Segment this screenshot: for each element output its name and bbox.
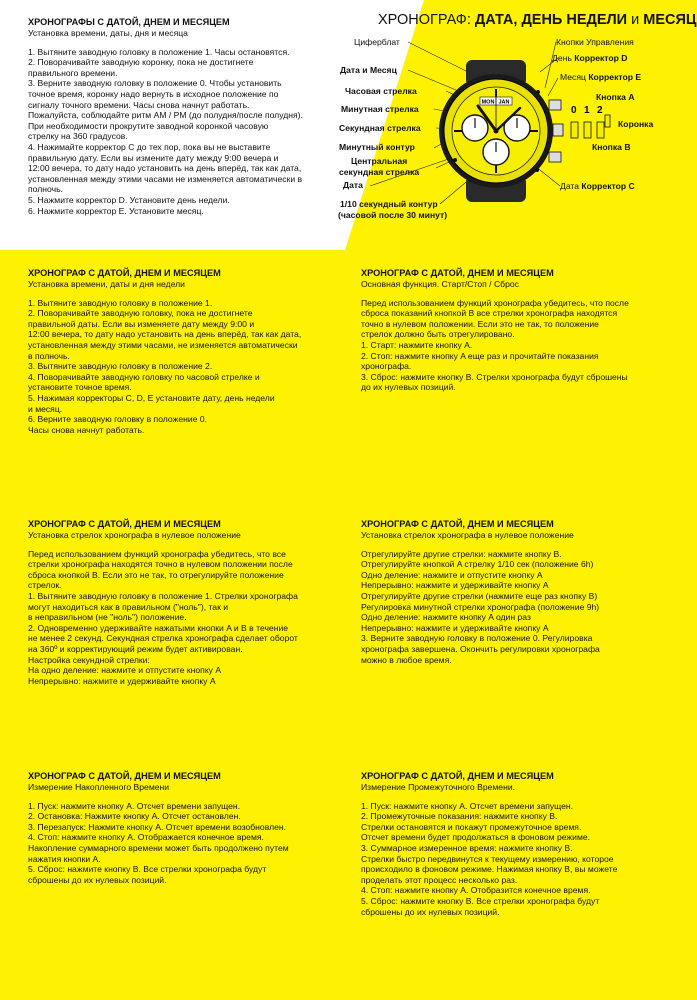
section-intermediate-time [361,771,661,917]
label-crown: Коронка [618,119,654,129]
label-corrector-c: Дата Корректор C [560,181,635,191]
crown-position-2: 2 [597,105,603,116]
section-title: ХРОНОГРАФ С ДАТОЙ, ДНЕМ И МЕСЯЦЕМ [361,268,554,278]
section-accumulated-time [28,771,348,885]
section-title: ХРОНОГРАФ С ДАТОЙ, ДНЕМ И МЕСЯЦЕМ [28,268,221,278]
section-title: ХРОНОГРАФ С ДАТОЙ, ДНЕМ И МЕСЯЦЕМ [28,771,221,781]
label-minute-counter: Минутный контур [339,142,415,152]
label-button-a: Кнопка А [596,92,635,102]
label-corrector-e: Месяц Корректор E [560,72,642,82]
diagram-title: ХРОНОГРАФ: ДАТА, ДЕНЬ НЕДЕЛИ и МЕСЯЦ [378,12,697,28]
crown-position-1: 1 [584,105,590,116]
label-button-b: Кнопка В [592,142,631,152]
dial-month-text: JAN [498,99,510,106]
section-subtitle: Установка стрелок хронографа в нулевое положение [361,530,574,540]
label-second-hand: Секундная стрелка [339,123,421,133]
section-subtitle: Измерение Накопленного Времени [28,782,170,792]
section-subtitle: Измерение Промежуточного Времени. [361,782,516,792]
label-tenth-counter: 1/10 секундный контур [340,199,438,209]
section-title: ХРОНОГРАФ С ДАТОЙ, ДНЕМ И МЕСЯЦЕМ [28,519,221,529]
section-body: 1. Пуск: нажмите кнопку A. Отсчет времени запущен. 2. Промежуточные показания: нажмите кнопку B. Стрелки остановятся и покажут промежуточное время. Отсчет времени будет продолжаться в фоновом режиме. 3. Суммарное измеренное время: нажмите кнопку B. Стрелки быстро передвинутся к текущему измерению, которое происходило в фоновом режиме. Нажимая кнопку B, вы можете проделать этот процесс несколько раз. 4. Стоп: нажмите кнопку A. Отобразится конечное время. 5. Сброс: нажмите кнопку B. Все стрелки хронографа будут сброшены до их нулевых позиций. [361,800,618,917]
section-subtitle: Установка времени, даты, дня и месяца [28,28,188,38]
section-subtitle: Основная функция. Старт/Стоп / Сброс [361,279,519,289]
section-title: ХРОНОГРАФ С ДАТОЙ, ДНЕМ И МЕСЯЦЕМ [361,771,554,781]
section-zero-position-2 [361,519,661,665]
label-date: Дата [343,180,363,190]
label-dial: Циферблат [354,37,400,47]
section-time-date-weekday [28,268,338,435]
label-hour-hand: Часовая стрелка [345,86,417,96]
label-control-buttons: Кнопки Управления [556,37,634,47]
crown-position-0: 0 [571,105,577,116]
label-minute-hand: Минутная стрелка [341,104,419,114]
section-body: Перед использованием функций хронографа убедитесь, что все стрелки хронографа находятся точно в нулевом положении после сброса кнопкой B. Если это не так, то отрегулируйте положение стрелок. 1. Вытяните заводную головку в положение 1. Стрелки хронографа могут находиться как в правильном ("ноль"), так и в неправильном (не "ноль") положение. 2. Одновременно удерживайте нажатыми кнопки A и B в течение не менее 2 секунд. Секундная стрелка хронографа сделает оборот на 360º и корректирующий режим будет активирован. Настройка секундной стрелки: На одно деление: нажмите и отпустите кнопку A Непрерывно: нажмите и удерживайте кнопку A [28,548,298,686]
section-body: 1. Вытяните заводную головку в положение 1. Часы остановятся. 2. Поворачивайте заводную коронку, пока не достигнете правильного времени. 3. Верните заводную головку в положение 0. Чтобы установить точное время, коронку надо вернуть в исходное положение по сигналу точного времени. Часы снова начнут работать. Пожалуйста, соблюдайте ритм AM / PM (до полудня/после полудня). При необходимости прокрутите заводной коронкой часовую стрелку на 360 градусов. 4. Нажимайте корректор C до тех пор, пока вы не выставите правильную дату. Если вы измените дату между 9:00 вечера и 12:00 вечера, то дату надо установить на день вперёд, так как дата, установленная между этими часами не изменяется автоматически в полночь. 5. Нажмите корректор D. Установите день недели. 6. Нажмите корректор E. Установите месяц. [28,46,303,216]
section-subtitle: Установка времени, даты и дня недели [28,279,185,289]
section-body: Перед использованием функций хронографа убедитесь, что после сброса показаний кнопкой B все стрелки хронографа находятся точно в нулевом положении. Если это не так, то положение стрелок должно быть отрегулировано. 1. Старт: нажмите кнопку A. 2. Стоп: нажмите кнопку A еще раз и прочитайте показания хронографа. 3. Сброс: нажмите кнопку B. Стрелки хронографа будут сброшены до их нулевых позиций. [361,297,629,393]
label-central-second: Центральная секундная стрелка [339,156,420,177]
section-body: 1. Вытяните заводную головку в положение 1. 2. Поворачивайте заводную головку, пока не достигнете правильной даты. Если вы изменяете дату между 9:00 и 12:00 вечера, то дату надо установить на день вперёд, так как дата, установленная между этими часами, не изменяется автоматически в полночь. 3. Вытяните заводную головку в положение 2. 4. Поворачивайте заводную головку по часовой стрелке и установите точное время. 5. Нажимая корректоры C, D, E установите дату, день недели и месяц. 6. Верните заводную головку в положение 0. Часы снова начнут работать. [28,297,302,435]
dial-day-text: MON [481,99,495,106]
section-zero-position-1 [28,519,348,686]
label-corrector-d: День Корректор D [552,53,628,63]
section-title: ХРОНОГРАФ С ДАТОЙ, ДНЕМ И МЕСЯЦЕМ [361,519,554,529]
section-subtitle: Установка стрелок хронографа в нулевое положение [28,530,241,540]
section-title: ХРОНОГРАФЫ С ДАТОЙ, ДНЕМ И МЕСЯЦЕМ [28,17,230,27]
section-body: Отрегулируйте другие стрелки: нажмите кнопку B. Отрегулируйте кнопкой A стрелку 1/10 сек (положение 6h) Одно деление: нажмите и отпустите кнопку A Непрерывно: нажмите и удерживайте кнопку A Отрегулируйте другие стрелки (нажмите еще раз кнопку B) Регулировка минутной стрелки хронографа (положение 9h) Одно деление: нажмите кнопку A один раз Непрерывно: нажмите и удерживайте кнопку A 3. Верните заводную головку в положение 0. Регулировка хронографа завершена. Окончить регулировки хронографа можно в любое время. [361,548,600,665]
section-start-stop-reset [361,268,661,393]
label-date-month: Дата и Месяц [340,65,397,75]
section-body: 1. Пуск: нажмите кнопку A. Отсчет времени запущен. 2. Остановка: Нажмите кнопку A. Отсчет остановлен. 3. Перезапуск: Нажмите кнопку A. Отсчет времени возобновлен. 4. Стоп: нажмите кнопку A. Отображается конечное время. Накопление суммарного времени может быть продолжено путем нажатия кнопки A. 5. Сброс: нажмите кнопку B. Все стрелки хронографа будут сброшены до их нулевых позиций. [28,800,289,885]
label-tenth-counter-note: (часовой после 30 минут) [338,210,448,220]
